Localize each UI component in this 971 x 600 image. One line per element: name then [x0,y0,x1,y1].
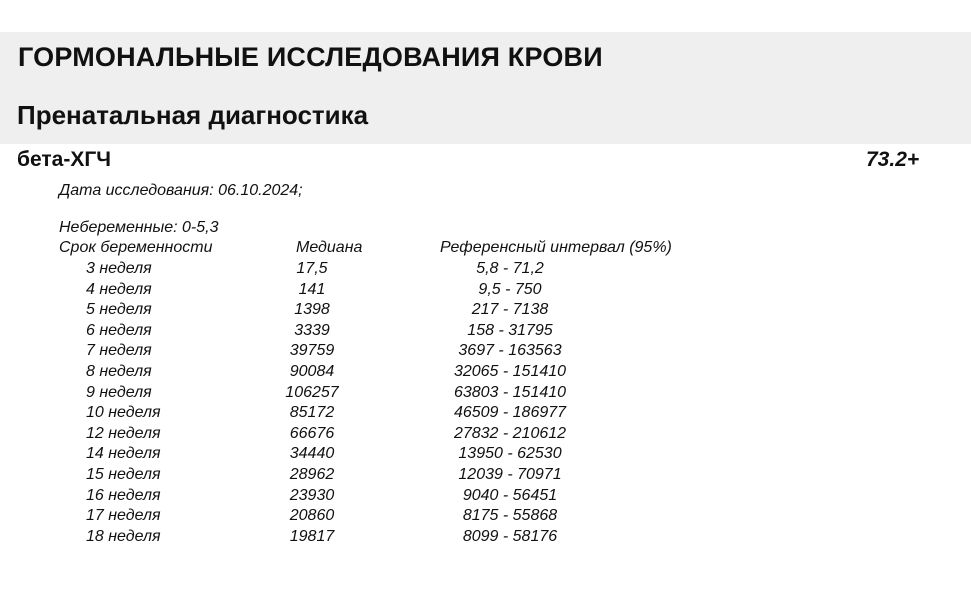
median-cell: 66676 [289,424,335,442]
median-cell: 39759 [289,342,335,360]
table-row [0,425,971,445]
week-cell: 7 неделя [86,342,152,360]
table-row [0,466,971,486]
median-cell: 23930 [289,486,335,504]
week-cell: 14 неделя [86,445,161,463]
header-reference: Референсный интервал (95%) [440,239,672,256]
table-row [0,445,971,465]
table-row [0,342,971,362]
week-cell: 5 неделя [86,301,152,319]
median-cell: 19817 [289,527,335,545]
median-cell: 17,5 [296,260,328,277]
week-cell: 12 неделя [86,424,161,442]
reference-cell: 32065 - 151410 [453,363,567,380]
reference-cell: 8099 - 58176 [462,527,558,545]
week-cell: 8 неделя [86,363,152,380]
reference-cell: 3697 - 163563 [458,342,562,360]
median-cell: 85172 [289,404,335,422]
median-cell: 1398 [294,301,330,319]
table-header-row [0,239,971,259]
week-cell: 18 неделя [86,527,161,545]
header-week: Срок беременности [59,239,213,256]
week-cell: 15 неделя [86,466,161,483]
week-cell: 10 неделя [86,404,161,422]
median-cell: 141 [298,280,326,298]
reference-cell: 217 - 7138 [471,301,549,319]
reference-cell: 13950 - 62530 [458,445,562,463]
table-row [0,384,971,404]
median-cell: 3339 [294,321,330,339]
table-row [0,363,971,383]
median-cell: 90084 [289,363,335,380]
reference-cell: 158 - 31795 [467,321,553,339]
week-cell: 6 неделя [86,321,152,339]
test-name: бета-ХГЧ [17,148,111,171]
table-row [0,301,971,321]
test-result-value: 73.2+ [866,148,920,171]
week-cell: 4 неделя [86,280,152,298]
reference-cell: 9040 - 56451 [462,486,558,504]
header-median: Медиана [296,239,363,256]
median-cell: 34440 [289,445,335,463]
table-row [0,322,971,342]
section-title: ГОРМОНАЛЬНЫЕ ИССЛЕДОВАНИЯ КРОВИ [18,42,603,72]
table-row [0,281,971,301]
reference-cell: 46509 - 186977 [453,404,567,422]
reference-cell: 63803 - 151410 [453,383,567,401]
nonpregnant-reference: Небеременные: 0-5,3 [59,219,219,236]
median-cell: 20860 [289,507,335,525]
study-date: Дата исследования: 06.10.2024; [59,182,303,199]
week-cell: 9 неделя [86,383,152,401]
table-row [0,404,971,424]
table-row [0,487,971,507]
week-cell: 17 неделя [86,507,161,525]
median-cell: 106257 [285,383,339,401]
table-row [0,528,971,548]
reference-cell: 8175 - 55868 [462,507,558,525]
week-cell: 3 неделя [86,260,152,277]
median-cell: 28962 [289,466,335,483]
table-row [0,260,971,280]
table-row [0,507,971,527]
week-cell: 16 неделя [86,486,161,504]
reference-cell: 27832 - 210612 [453,424,567,442]
reference-cell: 12039 - 70971 [458,466,562,483]
reference-cell: 9,5 - 750 [478,280,542,298]
reference-cell: 5,8 - 71,2 [476,260,544,277]
section-subtitle: Пренатальная диагностика [17,100,369,130]
